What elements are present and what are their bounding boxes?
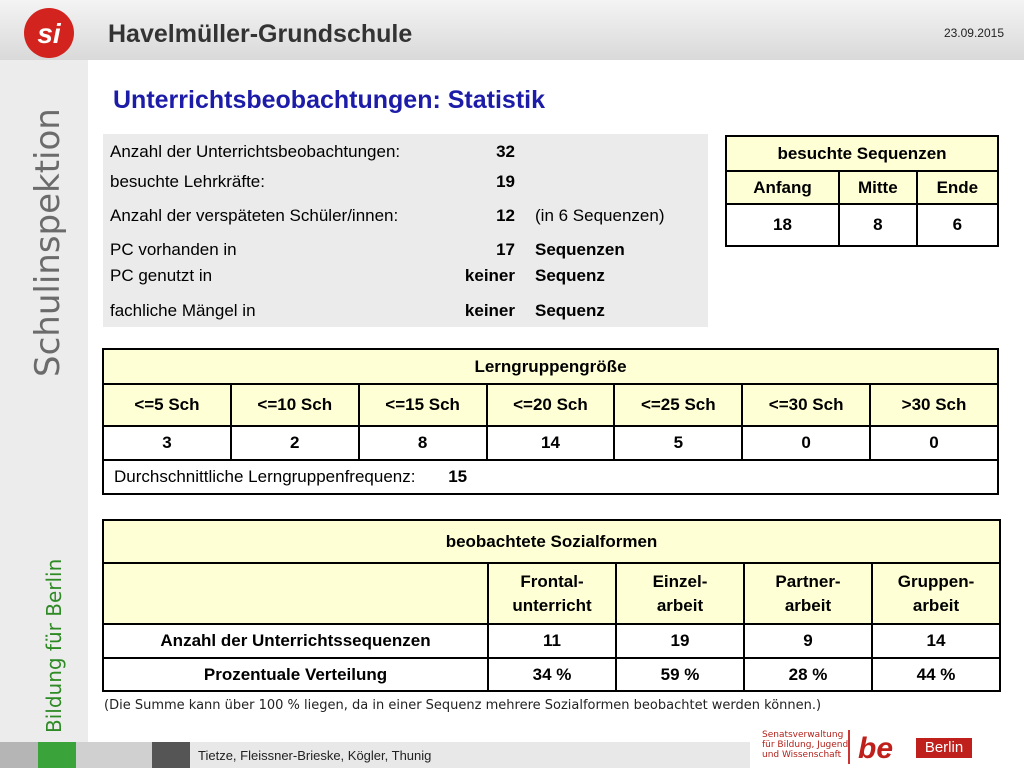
sozialformen-row-label: Prozentuale Verteilung [103,658,488,691]
lerngruppe-header: <=10 Sch [231,384,359,426]
summary-note: Sequenz [535,301,605,320]
summary-label: Anzahl der Unterrichtsbeobachtungen: [110,142,401,161]
be-berlin-logo: be [858,732,894,765]
senat-logo: Senatsverwaltung für Bildung, Jugend und Wissenschaft [762,730,849,760]
lerngruppe-header: <=25 Sch [614,384,742,426]
sozialformen-title: beobachtete Sozialformen [103,520,1000,563]
lerngruppe-value: 14 [487,426,615,460]
bildung-fuer-berlin-label: Bildung für Berlin [42,558,66,733]
lerngruppe-header: <=20 Sch [487,384,615,426]
schulinspektion-label: Schulinspektion [28,108,68,377]
lerngruppe-value: 5 [614,426,742,460]
summary-box [103,134,708,327]
lerngruppe-avg-value: 15 [448,467,468,486]
summary-value: 19 [496,172,515,191]
si-logo-icon [22,6,76,60]
sozialformen-value: 59 % [616,658,744,691]
lerngruppe-value: 0 [742,426,870,460]
sozialformen-row-label: Anzahl der Unterrichtssequenzen [103,624,488,658]
sozialformen-value: 19 [616,624,744,658]
sozialformen-table [102,519,1001,692]
lerngruppe-avg-row [103,460,998,494]
sozialformen-header: Gruppen- arbeit [872,563,1000,624]
lerngruppe-title: Lerngruppengröße [103,349,998,384]
summary-label: PC genutzt in [110,266,213,285]
summary-note: Sequenz [535,266,605,285]
lerngruppe-value: 8 [359,426,487,460]
summary-value: 32 [496,142,515,161]
footer-block [76,742,152,768]
summary-label: PC vorhanden in [110,240,237,259]
sequenzen-value: 6 [917,204,998,246]
footer-block [152,742,190,768]
sozialformen-value: 11 [488,624,616,658]
sequenzen-header: Anfang [726,171,839,204]
lerngruppe-header: <=5 Sch [103,384,231,426]
lerngruppe-header: >30 Sch [870,384,998,426]
sozialformen-value: 44 % [872,658,1000,691]
lerngruppe-header: <=30 Sch [742,384,870,426]
sequenzen-header: Ende [917,171,998,204]
berlin-logo: Berlin [916,738,972,758]
header-date: 23.09.2015 [943,26,1004,40]
sequenzen-title: besuchte Sequenzen [726,136,998,171]
footnote: (Die Summe kann über 100 % liegen, da in einer Sequenz mehrere Sozialformen beobachtet werden können.) [104,698,822,713]
sozialformen-value: 28 % [744,658,872,691]
summary-label: fachliche Mängel in [110,301,256,320]
school-name: Havelmüller-Grundschule [108,20,413,48]
svg-text:si: si [37,18,61,49]
lerngruppe-value: 0 [870,426,998,460]
sequenzen-value: 8 [839,204,917,246]
sozialformen-value: 14 [872,624,1000,658]
page-title: Unterrichtsbeobachtungen: Statistik [113,86,545,114]
summary-value: 17 [496,240,515,259]
summary-value: 12 [496,206,515,225]
lerngruppe-table [102,348,999,495]
footer-block [38,742,76,768]
sozialformen-header: Partner- arbeit [744,563,872,624]
sozialformen-value: 9 [744,624,872,658]
sozialformen-header: Einzel- arbeit [616,563,744,624]
summary-note: Sequenzen [535,240,625,259]
senat-divider [848,730,850,764]
summary-label: Anzahl der verspäteten Schüler/innen: [110,206,399,225]
sequenzen-table [725,135,999,247]
sozialformen-empty-header [103,563,488,624]
sozialformen-header: Frontal- unterricht [488,563,616,624]
sozialformen-value: 34 % [488,658,616,691]
summary-value: keiner [464,266,515,285]
summary-note: (in 6 Sequenzen) [535,206,665,225]
lerngruppe-value: 2 [231,426,359,460]
footer-authors: Tietze, Fleissner-Brieske, Kögler, Thunig [198,748,432,763]
lerngruppe-header: <=15 Sch [359,384,487,426]
footer-block [0,742,38,768]
sequenzen-header: Mitte [839,171,917,204]
lerngruppe-value: 3 [103,426,231,460]
summary-label: besuchte Lehrkräfte: [110,172,265,191]
sequenzen-value: 18 [726,204,839,246]
lerngruppe-avg-label: Durchschnittliche Lerngruppenfrequenz: [114,467,416,486]
summary-value: keiner [464,301,515,320]
